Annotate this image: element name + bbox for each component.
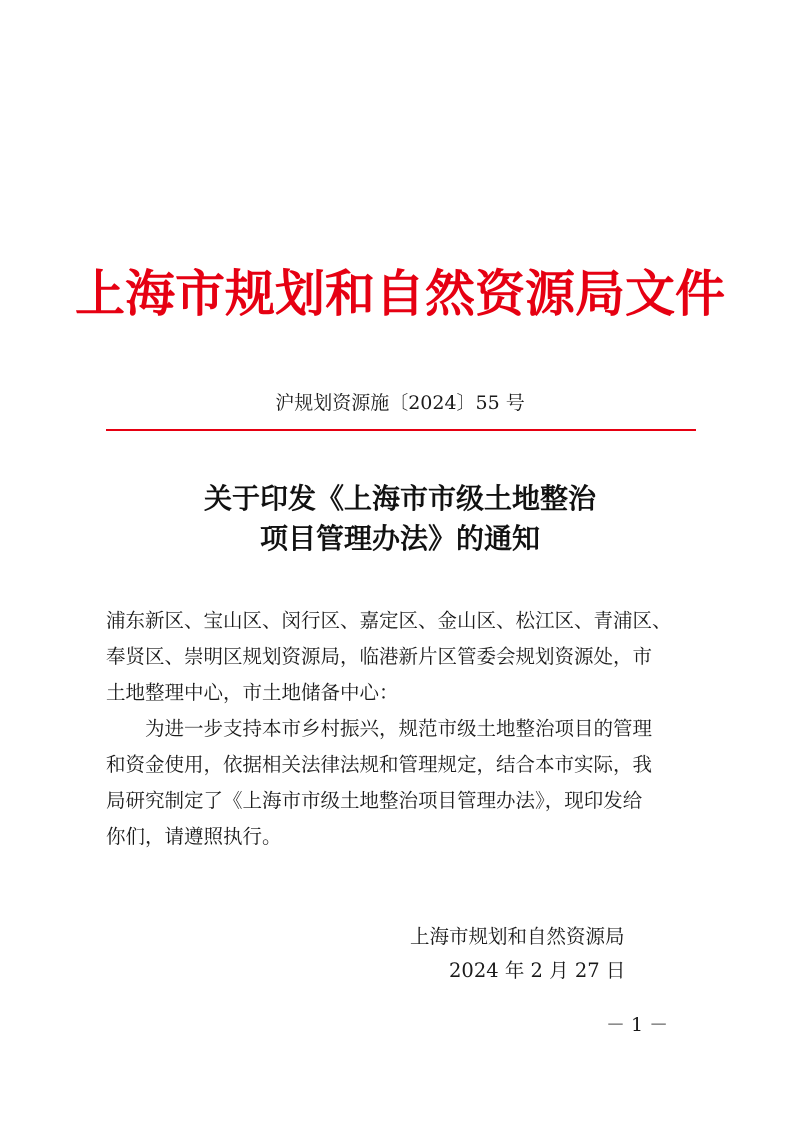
document-body xyxy=(106,603,698,855)
paragraph-line-4: 你们，请遵照执行。 xyxy=(106,825,282,848)
paragraph-line-1: 为进一步支持本市乡村振兴，规范市级土地整治项目的管理 xyxy=(145,717,653,740)
addressee-line-3: 土地整理中心，市土地储备中心： xyxy=(106,681,399,704)
title-line-1: 关于印发《上海市市级土地整治 xyxy=(203,482,596,515)
document-title xyxy=(0,479,800,559)
issuer-header: 上海市规划和自然资源局文件 xyxy=(75,264,725,323)
paragraph-line-3: 局研究制定了《上海市市级土地整治项目管理办法》，现印发给 xyxy=(106,789,643,812)
red-divider xyxy=(106,429,696,431)
page-number: － 1 － xyxy=(606,1014,669,1036)
document-number: 沪规划资源施〔2024〕55 号 xyxy=(275,392,525,414)
addressee-line-1: 浦东新区、宝山区、闵行区、嘉定区、金山区、松江区、青浦区、 xyxy=(106,609,672,632)
addressee-line-2: 奉贤区、崇明区规划资源局，临港新片区管委会规划资源处，市 xyxy=(106,645,653,668)
signature-org: 上海市规划和自然资源局 xyxy=(410,925,625,948)
title-line-2: 项目管理办法》的通知 xyxy=(259,522,540,555)
paragraph-line-2: 和资金使用，依据相关法律法规和管理规定，结合本市实际，我 xyxy=(106,753,653,776)
signature-date: 2024 年 2 月 27 日 xyxy=(449,959,626,982)
